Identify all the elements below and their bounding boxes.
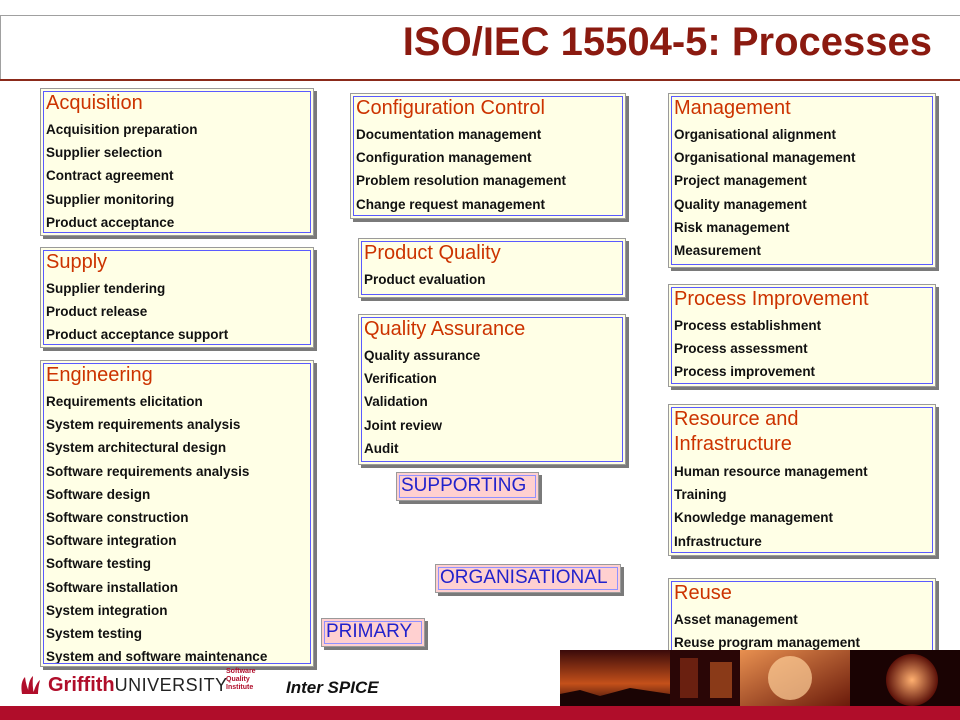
process-improvement-box xyxy=(668,284,936,387)
process-item: Validation xyxy=(364,394,428,410)
product-quality-list xyxy=(364,268,621,291)
process-item: Measurement xyxy=(674,243,762,259)
process-item: Software construction xyxy=(46,510,189,526)
product-quality-heading: Product Quality xyxy=(364,242,501,264)
supply-heading: Supply xyxy=(46,251,108,273)
supply-box xyxy=(40,247,314,348)
process-item: Problem resolution management xyxy=(356,173,567,189)
process-item: Software testing xyxy=(46,556,152,572)
process-item: Software design xyxy=(46,486,151,502)
engineering-heading: Engineering xyxy=(46,364,153,386)
product-quality-box xyxy=(358,238,626,298)
process-item: Organisational management xyxy=(674,150,856,166)
quality-assurance-list xyxy=(364,344,621,460)
process-item: Product release xyxy=(46,304,148,320)
sqi-line: Institute xyxy=(226,684,254,691)
process-improvement-heading: Process Improvement xyxy=(674,288,869,310)
process-item: Software installation xyxy=(46,579,179,595)
process-item: Joint review xyxy=(364,417,443,433)
sqi-line: Quality xyxy=(226,676,250,683)
acquisition-heading: Acquisition xyxy=(46,92,143,114)
process-item: Project management xyxy=(674,173,807,189)
logo-griffith: Griffith xyxy=(48,674,115,696)
inter-spice-label: Inter SPICE xyxy=(286,678,379,697)
resource-infrastructure-heading: Resource and Infrastructure xyxy=(674,408,799,455)
process-item: System and software maintenance xyxy=(46,649,268,665)
process-item: Human resource management xyxy=(674,464,868,479)
logo-wordmark xyxy=(48,674,228,697)
process-item: Process assessment xyxy=(674,341,808,357)
engineering-box xyxy=(40,360,314,667)
process-item: Supplier monitoring xyxy=(46,191,175,207)
supporting-tag-label: SUPPORTING xyxy=(401,475,527,496)
process-item: System integration xyxy=(46,602,168,618)
sqi-label xyxy=(226,668,256,692)
process-item: Supplier selection xyxy=(46,145,163,161)
process-item: Contract agreement xyxy=(46,168,174,184)
resource-infrastructure-list xyxy=(674,460,931,553)
acquisition-box xyxy=(40,88,314,236)
configuration-control-list xyxy=(356,123,621,216)
process-item: Product acceptance xyxy=(46,214,175,230)
process-item: System architectural design xyxy=(46,440,227,456)
quality-assurance-box xyxy=(358,314,626,465)
process-item: Quality assurance xyxy=(364,348,481,363)
griffith-logo xyxy=(14,668,274,704)
sqi-line: Software xyxy=(226,668,256,675)
organisational-tag-label: ORGANISATIONAL xyxy=(440,567,608,588)
griffith-emblem-icon xyxy=(19,674,41,696)
organisational-tag xyxy=(435,564,621,593)
process-item: Software requirements analysis xyxy=(46,463,250,479)
configuration-control-heading: Configuration Control xyxy=(356,97,545,119)
process-item: Training xyxy=(674,487,727,503)
process-item: Quality management xyxy=(674,196,807,212)
process-item: Knowledge management xyxy=(674,510,834,526)
process-item: Acquisition preparation xyxy=(46,122,198,137)
process-item: Configuration management xyxy=(356,150,532,166)
primary-tag xyxy=(321,618,425,647)
management-list xyxy=(674,123,931,262)
process-item: Process establishment xyxy=(674,318,822,333)
process-item: Software integration xyxy=(46,533,177,549)
process-item: Product acceptance support xyxy=(46,327,229,343)
reuse-heading: Reuse xyxy=(674,582,732,604)
engineering-list xyxy=(46,390,309,668)
logo-university: UNIVERSITY xyxy=(114,675,228,695)
configuration-control-box xyxy=(350,93,626,219)
left-border xyxy=(0,15,1,81)
process-item: Supplier tendering xyxy=(46,281,166,296)
process-item: Process improvement xyxy=(674,364,816,380)
title-underline xyxy=(0,79,960,81)
process-item: Risk management xyxy=(674,219,790,235)
supporting-tag xyxy=(396,472,539,501)
process-item: Audit xyxy=(364,440,399,456)
footer-band xyxy=(0,706,960,720)
quality-assurance-heading: Quality Assurance xyxy=(364,318,526,340)
process-item: Change request management xyxy=(356,196,546,212)
process-item: Requirements elicitation xyxy=(46,394,203,409)
process-improvement-list xyxy=(674,314,931,384)
footer-photo-strip xyxy=(560,650,960,706)
resource-infrastructure-box xyxy=(668,404,936,556)
process-item: Verification xyxy=(364,371,437,387)
process-item: Documentation management xyxy=(356,127,542,142)
process-item: System requirements analysis xyxy=(46,417,241,433)
process-item: Reuse program management xyxy=(674,635,861,651)
page-title: ISO/IEC 15504-5: Processes xyxy=(402,20,932,64)
management-heading: Management xyxy=(674,97,791,119)
process-item: Product evaluation xyxy=(364,272,486,287)
management-box xyxy=(668,93,936,268)
process-item: System testing xyxy=(46,626,143,642)
supply-list xyxy=(46,277,309,347)
top-border xyxy=(0,15,960,16)
primary-tag-label: PRIMARY xyxy=(326,621,413,642)
process-item: Organisational alignment xyxy=(674,127,837,142)
process-item: Infrastructure xyxy=(674,533,762,549)
acquisition-list xyxy=(46,118,309,234)
process-item: Asset management xyxy=(674,612,798,627)
